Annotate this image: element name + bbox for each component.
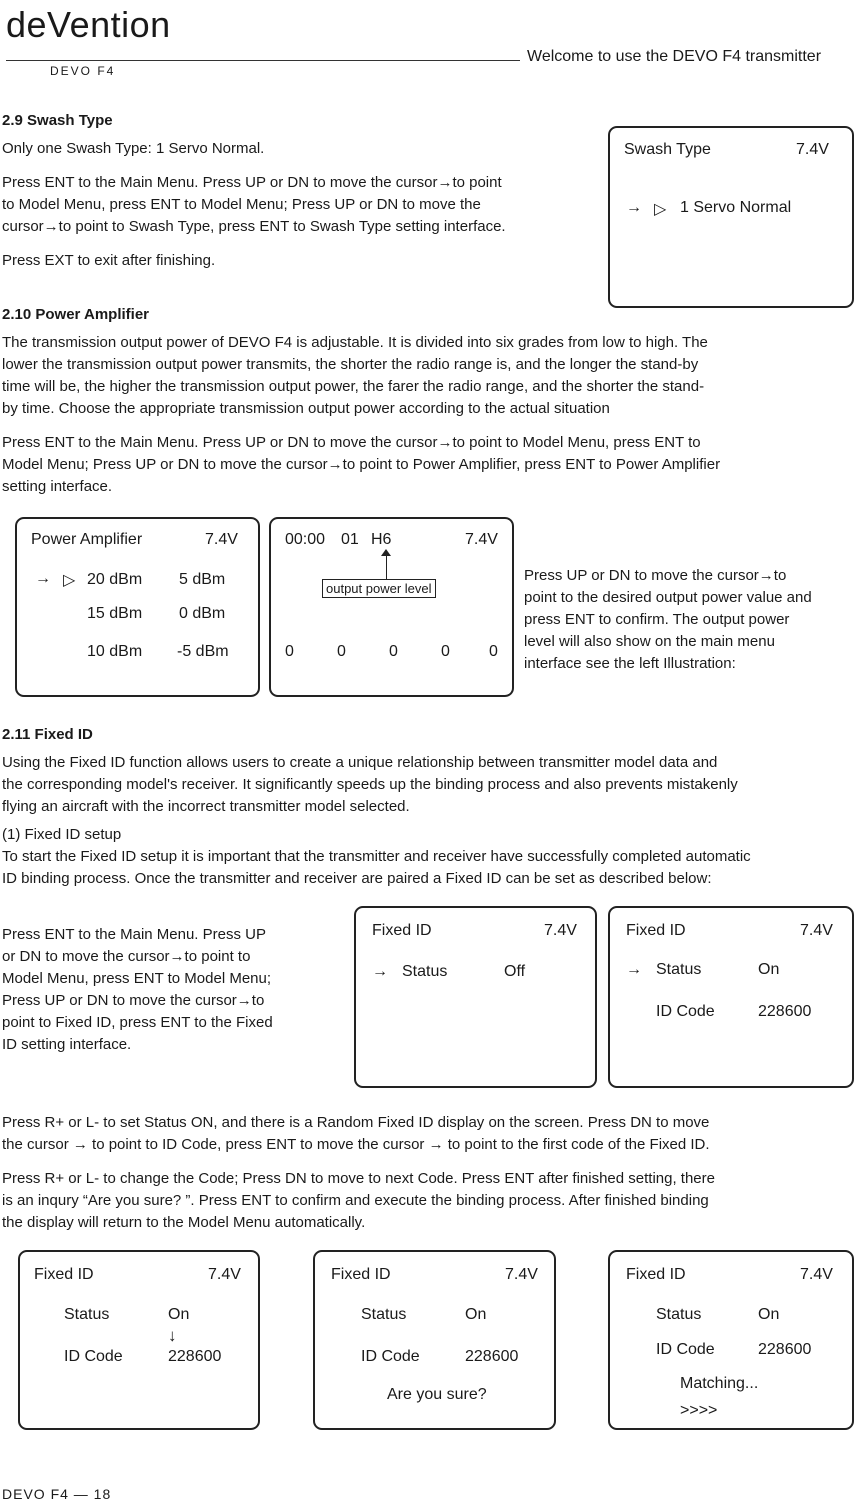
text-line: To start the Fixed ID setup it is important that the transmitter and receiver have successfully completed automatic (2, 848, 751, 865)
text-line: Only one Swash Type: 1 Servo Normal. (2, 140, 265, 157)
power-level: -5 dBm (177, 643, 229, 660)
text-line: time will be, the higher the transmission output power, the farer the radio range, and the shorter the stand- (2, 378, 705, 395)
cursor-arrow-icon: → (626, 961, 642, 978)
header-welcome: Welcome to use the DEVO F4 transmitter (527, 48, 822, 65)
text-line: Press UP or DN to move the cursor→to (524, 567, 787, 584)
fixed-id-screen-on (608, 906, 854, 1088)
callout-arrowhead-icon (381, 549, 391, 556)
fixed-id-screen-off (354, 906, 597, 1088)
text-line: by time. Choose the appropriate transmission output power according to the actual situation (2, 400, 610, 417)
fixed-id-instructions (2, 1112, 864, 1234)
text-line: Press ENT to the Main Menu. Press UP or DN to move the cursor→to point to Model Menu, press ENT to (2, 434, 701, 451)
fixed-id-screen-edit (18, 1250, 260, 1430)
text-line: to Model Menu, press ENT to Model Menu; Press UP or DN to move the (2, 196, 481, 213)
power-level: 5 dBm (179, 571, 226, 588)
cursor-arrow-icon: → (626, 199, 642, 216)
text-line: point to the desired output power value and (524, 589, 812, 606)
text-line: Press R+ or L- to change the Code; Press DN to move to next Code. Press ENT after finished setting, there (2, 1170, 715, 1187)
id-code-value: 228600 (758, 1003, 812, 1020)
confirm-prompt: Are you sure? (387, 1386, 487, 1403)
status-label: Status (656, 1306, 702, 1323)
screen-voltage: 7.4V (800, 922, 833, 939)
status-label: Status (361, 1306, 407, 1323)
screen-voltage: 7.4V (465, 531, 498, 548)
text-line: Model Menu; Press UP or DN to move the cursor→to point to Power Amplifier, press ENT to Power Amplifier (2, 456, 721, 473)
power-level: 10 dBm (87, 643, 143, 660)
cursor-arrow-icon: → (35, 570, 51, 587)
swash-type-text (2, 138, 602, 272)
callout-leader (386, 552, 387, 579)
subheading: (1) Fixed ID setup (2, 826, 122, 843)
screen-voltage: 7.4V (796, 141, 829, 158)
trim-value: 0 (489, 643, 498, 660)
trim-value: 0 (285, 643, 294, 660)
text-line: point to Fixed ID, press ENT to the Fixed (2, 1014, 273, 1031)
status-value: On (465, 1306, 487, 1323)
swash-type-screen (608, 126, 854, 308)
timer: 00:00 (285, 531, 326, 548)
text-line: interface see the left Illustration: (524, 655, 736, 672)
text-line: the cursor → to point to ID Code, press ENT to move the cursor → to point to the first code of the Fixed ID. (2, 1136, 710, 1153)
trim-value: 0 (389, 643, 398, 660)
fixed-id-screen-confirm (313, 1250, 556, 1430)
status-value: On (168, 1306, 190, 1323)
fixed-id-screen-matching (608, 1250, 854, 1430)
screen-title: Swash Type (624, 141, 711, 158)
selection-triangle-icon: ▷ (63, 572, 76, 589)
id-code-value: 228600 (168, 1348, 222, 1365)
status-label: Status (656, 961, 702, 978)
status-value: On (758, 961, 780, 978)
screen-voltage: 7.4V (208, 1266, 241, 1283)
swash-item: 1 Servo Normal (680, 199, 792, 216)
main-menu-screen (269, 517, 514, 697)
power-level: 20 dBm (87, 571, 143, 588)
id-code-label: ID Code (656, 1003, 715, 1020)
status-value: On (758, 1306, 780, 1323)
fixed-id-left-text (2, 924, 325, 1056)
power-amplifier-side-text (524, 565, 862, 675)
text-line: is an inqury “Are you sure? ”. Press ENT to confirm and execute the binding process. After finished binding (2, 1192, 709, 1209)
screen-title: Fixed ID (626, 1266, 686, 1283)
output-power-callout: output power level (322, 579, 436, 598)
text-line: flying an aircraft with the incorrect transmitter model selected. (2, 798, 410, 815)
section-heading-swash-type: 2.9 Swash Type (2, 112, 113, 129)
brand-logo: deVention (6, 4, 171, 45)
text-line: Press R+ or L- to set Status ON, and there is a Random Fixed ID display on the screen. Press DN to move (2, 1114, 710, 1131)
id-code-label: ID Code (64, 1348, 123, 1365)
text-line: Press ENT to the Main Menu. Press UP (2, 926, 266, 943)
screen-title: Fixed ID (34, 1266, 94, 1283)
header-rule (6, 60, 520, 61)
text-line: Press EXT to exit after finishing. (2, 252, 216, 269)
selection-triangle-icon: ▷ (654, 201, 667, 218)
text-line: press ENT to confirm. The output power (524, 611, 790, 628)
text-line: Press UP or DN to move the cursor→to (2, 992, 265, 1009)
section-heading-power-amplifier: 2.10 Power Amplifier (2, 306, 149, 323)
screen-voltage: 7.4V (205, 531, 238, 548)
trim-value: 0 (337, 643, 346, 660)
model-number: 01 (341, 531, 359, 548)
text-line: The transmission output power of DEVO F4 is adjustable. It is divided into six grades from low to high. The (2, 334, 708, 351)
screen-title: Fixed ID (372, 922, 432, 939)
text-line: cursor→to point to Swash Type, press ENT to Swash Type setting interface. (2, 218, 506, 235)
screen-title: Fixed ID (331, 1266, 391, 1283)
screen-voltage: 7.4V (544, 922, 577, 939)
id-code-label: ID Code (656, 1341, 715, 1358)
text-line: or DN to move the cursor→to point to (2, 948, 251, 965)
text-line: ID binding process. Once the transmitter and receiver are paired a Fixed ID can be set as described below: (2, 870, 712, 887)
power-level-indicator: H6 (371, 531, 392, 548)
text-line: Model Menu, press ENT to Model Menu; (2, 970, 272, 987)
section-heading-fixed-id: 2.11 Fixed ID (2, 726, 93, 743)
trim-value: 0 (441, 643, 450, 660)
id-code-value: 228600 (465, 1348, 519, 1365)
status-label: Status (64, 1306, 110, 1323)
status-label: Status (402, 963, 448, 980)
cursor-down-arrow-icon: ↓ (168, 1326, 177, 1345)
text-line: Press ENT to the Main Menu. Press UP or DN to move the cursor→to point (2, 174, 502, 191)
text-line: lower the transmission output power transmits, the shorter the radio range is, and the longer the stand-by (2, 356, 699, 373)
id-code-value: 228600 (758, 1341, 812, 1358)
screen-voltage: 7.4V (505, 1266, 538, 1283)
id-code-label: ID Code (361, 1348, 420, 1365)
model-name: DEVO F4 (50, 64, 116, 78)
screen-title: Fixed ID (626, 922, 686, 939)
power-amplifier-screen (15, 517, 260, 697)
status-value: Off (504, 963, 526, 980)
fixed-id-text (2, 752, 864, 890)
text-line: the corresponding model's receiver. It significantly speeds up the binding process and also prevents mistakenly (2, 776, 738, 793)
screen-voltage: 7.4V (800, 1266, 833, 1283)
text-line: setting interface. (2, 478, 113, 495)
matching-status: Matching... (680, 1375, 759, 1392)
screen-title: Power Amplifier (31, 531, 143, 548)
matching-progress: >>>> (680, 1402, 718, 1419)
text-line: Using the Fixed ID function allows users to create a unique relationship between transmitter model data and (2, 754, 718, 771)
page-footer: DEVO F4 — 18 (2, 1486, 112, 1502)
text-line: ID setting interface. (2, 1036, 132, 1053)
text-line: level will also show on the main menu (524, 633, 775, 650)
power-amplifier-text (2, 332, 864, 498)
text-line: the display will return to the Model Menu automatically. (2, 1214, 366, 1231)
power-level: 0 dBm (179, 605, 226, 622)
power-level: 15 dBm (87, 605, 143, 622)
cursor-arrow-icon: → (372, 963, 388, 980)
